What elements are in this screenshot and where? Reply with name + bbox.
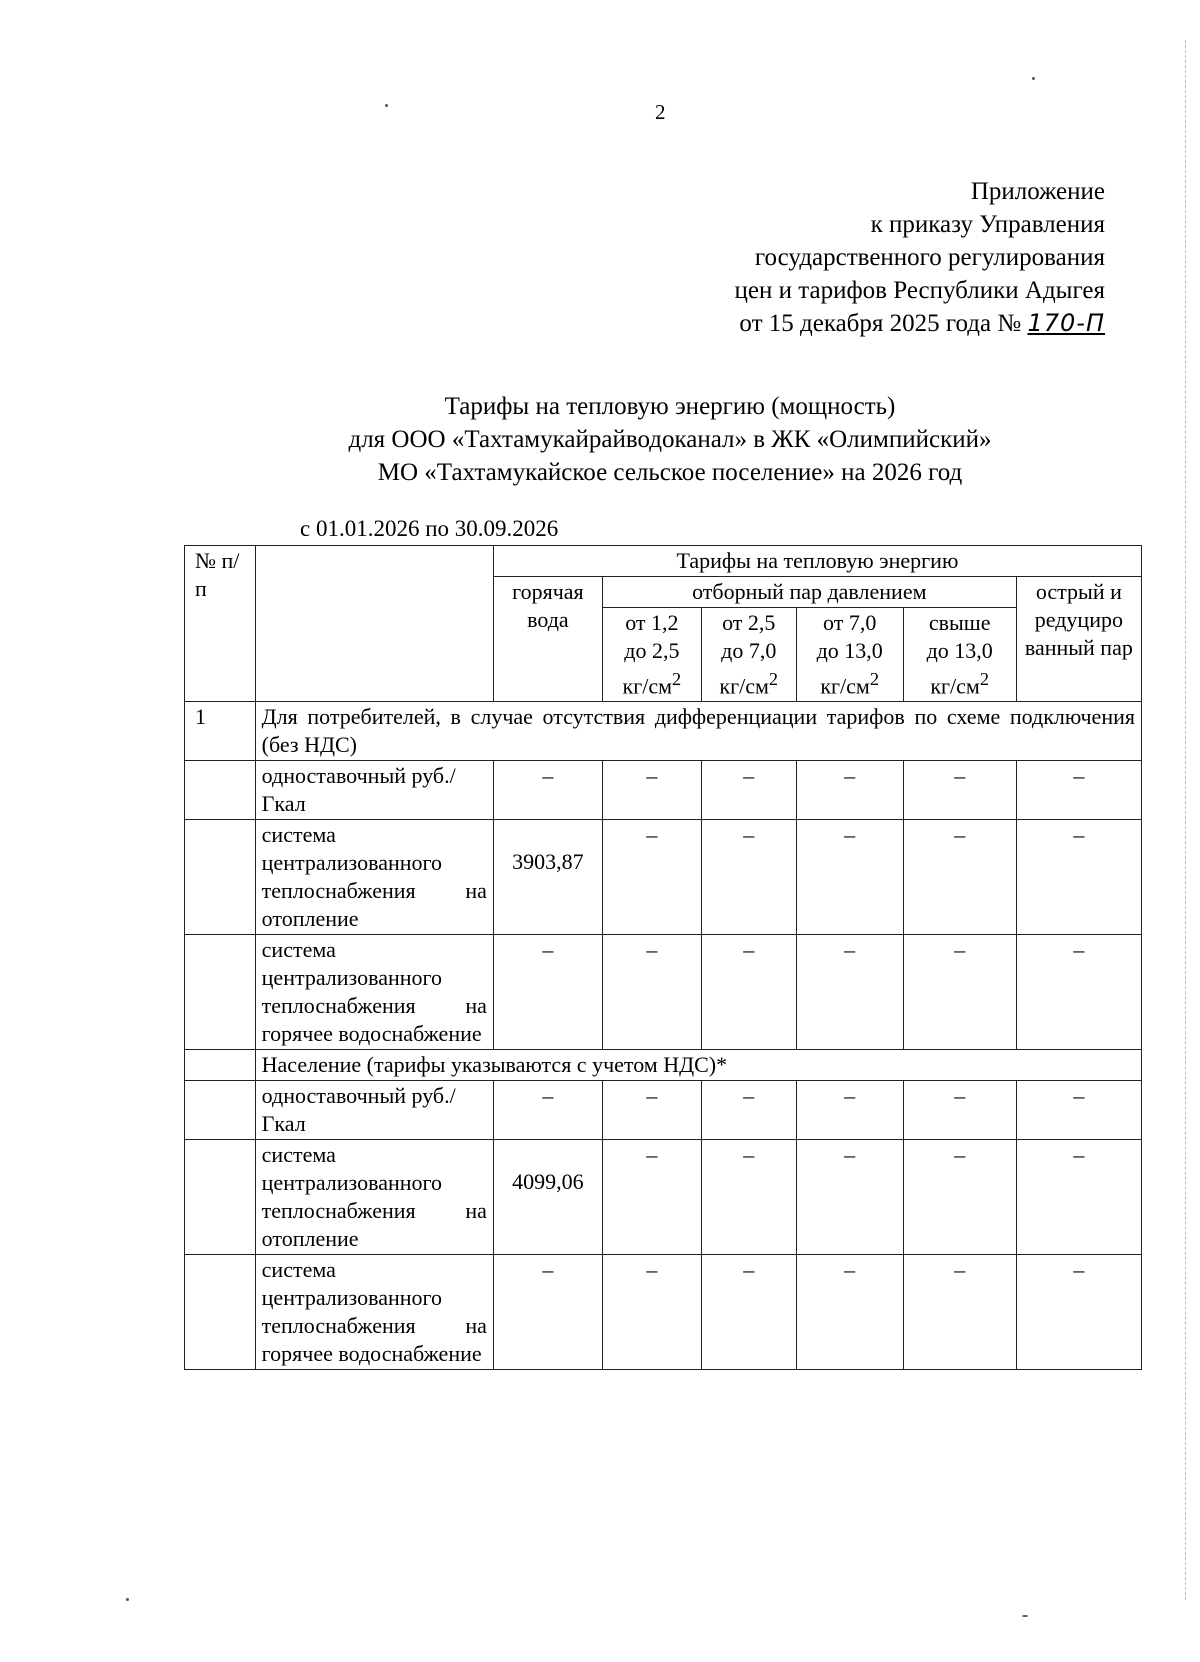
scan-edge-line — [1185, 40, 1186, 1600]
header-sharp-steam: острый и редуциро ванный пар — [1016, 577, 1141, 702]
steam-2-value: – — [701, 1081, 796, 1140]
steam-4-value: – — [903, 935, 1016, 1050]
table-row — [185, 761, 1142, 820]
row-label: система централизованного теплоснабжения на горячее водоснабжение — [255, 1255, 493, 1370]
steam-3-value: – — [796, 1140, 903, 1255]
header-col-3-to: до 13,0 — [816, 638, 883, 663]
annex-line-3: государственного регулирования — [754, 244, 1105, 271]
annex-line-5 — [735, 307, 1105, 340]
page-number: 2 — [655, 100, 666, 124]
header-steam-group: отборный пар давлением — [602, 577, 1016, 608]
header-col-2 — [701, 608, 796, 702]
steam-2-value: – — [701, 820, 796, 935]
steam-2-value: – — [701, 1140, 796, 1255]
section-1-number: 1 — [185, 702, 256, 761]
handwritten-order-number: 170-П — [1027, 309, 1105, 337]
unit-text: кг/см — [930, 673, 980, 699]
steam-3-value: – — [796, 935, 903, 1050]
row-num-cell — [185, 1255, 256, 1370]
table-row — [185, 935, 1142, 1050]
row-label: одноставочный руб./Гкал — [255, 761, 493, 820]
header-col-1-from: от 1,2 — [625, 610, 679, 635]
sharp-steam-value: – — [1016, 761, 1141, 820]
steam-4-value: – — [903, 761, 1016, 820]
header-col-1 — [602, 608, 701, 702]
scan-speck — [126, 1598, 129, 1601]
hot-water-value: 4099,06 — [493, 1140, 602, 1255]
header-col-1-unit — [609, 665, 695, 700]
header-col-3-unit — [803, 665, 897, 700]
document-title — [0, 390, 1200, 489]
section-1-title: Для потребителей, в случае отсутствия дифференциации тарифов по схеме подключения (без НДС) — [255, 702, 1141, 761]
header-hot-water: горячая вода — [493, 577, 602, 702]
scan-speck — [1022, 1615, 1028, 1617]
period-label: с 01.01.2026 по 30.09.2026 — [300, 516, 559, 541]
sharp-steam-value: – — [1016, 935, 1141, 1050]
tariff-table — [184, 545, 1142, 1370]
row-label: одноставочный руб./Гкал — [255, 1081, 493, 1140]
table-row — [185, 1140, 1142, 1255]
hot-water-value: – — [493, 761, 602, 820]
row-label: система централизованного теплоснабжения на отопление — [255, 1140, 493, 1255]
unit-text: кг/см — [820, 673, 870, 699]
steam-1-value: – — [602, 1255, 701, 1370]
header-col-3-from: от 7,0 — [823, 610, 877, 635]
steam-2-value: – — [701, 935, 796, 1050]
header-col-4-to: до 13,0 — [926, 638, 993, 663]
hot-water-value: 3903,87 — [493, 820, 602, 935]
sharp-steam-value: – — [1016, 1255, 1141, 1370]
hot-water-value: – — [493, 1255, 602, 1370]
table-row — [185, 820, 1142, 935]
steam-4-value: – — [903, 1255, 1016, 1370]
annex-date: от 15 декабря 2025 года № — [739, 310, 1022, 337]
header-col-4 — [903, 608, 1016, 702]
section-1-row — [185, 702, 1142, 761]
steam-3-value: – — [796, 1255, 903, 1370]
steam-3-value: – — [796, 820, 903, 935]
sharp-steam-value: – — [1016, 1081, 1141, 1140]
annex-line-4: цен и тарифов Республики Адыгея — [734, 277, 1105, 304]
hot-water-value: – — [493, 935, 602, 1050]
unit-sup: 2 — [979, 669, 990, 689]
header-row-1 — [185, 546, 1142, 577]
steam-1-value: – — [602, 820, 701, 935]
header-col-2-to: до 7,0 — [721, 638, 777, 663]
row-num-cell — [185, 1140, 256, 1255]
steam-4-value: – — [903, 1081, 1016, 1140]
steam-3-value: – — [796, 761, 903, 820]
header-col-2-from: от 2,5 — [722, 610, 776, 635]
table-row — [185, 1081, 1142, 1140]
steam-1-value: – — [602, 1140, 701, 1255]
steam-1-value: – — [602, 935, 701, 1050]
row-num-cell — [185, 761, 256, 820]
sharp-steam-value: – — [1016, 820, 1141, 935]
row-label: система централизованного теплоснабжения на горячее водоснабжение — [255, 935, 493, 1050]
annex-title: Приложение — [970, 178, 1105, 205]
steam-2-value: – — [701, 1255, 796, 1370]
title-line-3: МО «Тахтамукайское сельское поселение» на 2026 год — [377, 459, 963, 486]
annex-line-2: к приказу Управления — [870, 211, 1105, 238]
scan-speck — [385, 104, 388, 107]
header-group-title: Тарифы на тепловую энергию — [493, 546, 1141, 577]
header-col-4-from: свыше — [928, 610, 991, 635]
header-col-4-unit — [910, 665, 1010, 700]
unit-sup: 2 — [869, 669, 880, 689]
section-2-number-cell — [185, 1050, 256, 1081]
sharp-steam-value: – — [1016, 1140, 1141, 1255]
steam-3-value: – — [796, 1081, 903, 1140]
steam-2-value: – — [701, 761, 796, 820]
table-row — [185, 1255, 1142, 1370]
header-col-1-to: до 2,5 — [624, 638, 680, 663]
unit-sup: 2 — [768, 669, 779, 689]
hot-water-value: – — [493, 1081, 602, 1140]
row-num-cell — [185, 1081, 256, 1140]
header-col-3 — [796, 608, 903, 702]
title-line-2: для ООО «Тахтамукайрайводоканал» в ЖК «Олимпийский» — [348, 426, 992, 453]
row-label: система централизованного теплоснабжения на отопление — [255, 820, 493, 935]
header-num: № п/п — [185, 546, 256, 702]
title-line-1: Тарифы на тепловую энергию (мощность) — [444, 393, 896, 420]
section-2-title: Население (тарифы указываются с учетом НДС)* — [255, 1050, 1141, 1081]
steam-1-value: – — [602, 761, 701, 820]
steam-4-value: – — [903, 820, 1016, 935]
unit-sup: 2 — [672, 669, 682, 689]
scan-speck — [1032, 77, 1035, 80]
row-num-cell — [185, 935, 256, 1050]
header-empty — [255, 546, 493, 702]
unit-text: кг/см — [719, 673, 769, 699]
annex-block — [735, 175, 1105, 340]
row-num-cell — [185, 820, 256, 935]
steam-1-value: – — [602, 1081, 701, 1140]
steam-4-value: – — [903, 1140, 1016, 1255]
section-2-row — [185, 1050, 1142, 1081]
unit-text: кг/см — [622, 673, 673, 699]
header-col-2-unit — [708, 665, 790, 700]
